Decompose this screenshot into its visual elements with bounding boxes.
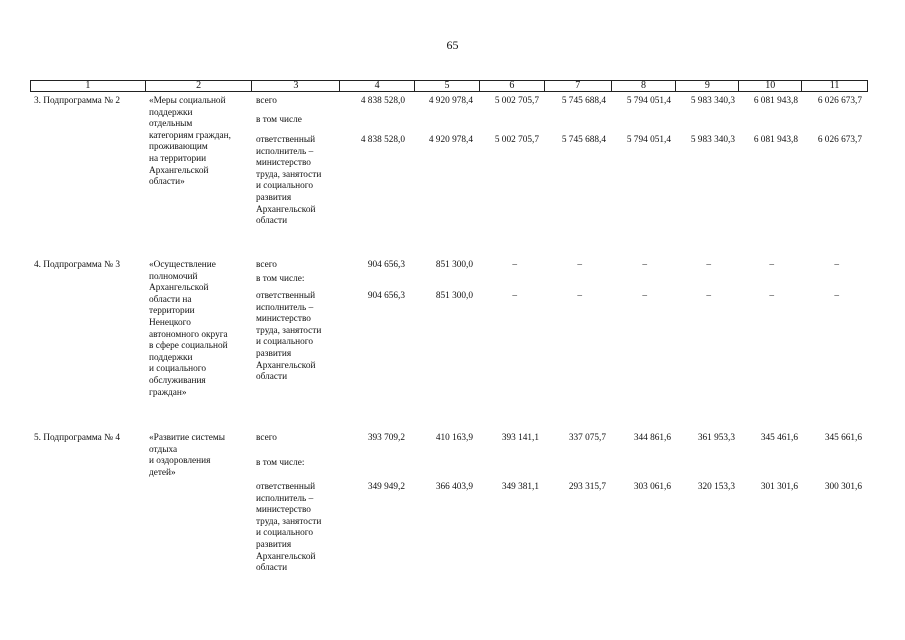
row-description: «Меры социальной поддержки отдельным категориям граждан, проживающим на территории Архангельской области»	[149, 96, 231, 188]
row-total-c10: –	[769, 260, 774, 270]
row-resp-c10: 301 301,6	[760, 482, 798, 492]
row-resp-c9: 320 153,3	[697, 482, 735, 492]
row-resp-c8: 5 794 051,4	[626, 135, 671, 145]
row-label-including: в том числе	[256, 115, 302, 125]
row-total-c8: 344 861,6	[633, 433, 671, 443]
row-total-c7: 5 745 688,4	[561, 96, 606, 106]
row-resp-c5: 4 920 978,4	[428, 135, 473, 145]
row-resp-c5: 366 403,9	[435, 482, 473, 492]
row-total-c8: 5 794 051,4	[626, 96, 671, 106]
row-total-c11: 345 661,6	[824, 433, 862, 443]
header-col-4: 4	[340, 81, 415, 91]
row-resp-c8: 303 061,6	[633, 482, 671, 492]
row-resp-c9: –	[706, 291, 711, 301]
row-resp-c8: –	[642, 291, 647, 301]
row-resp-c7: –	[577, 291, 582, 301]
row-resp-c10: –	[769, 291, 774, 301]
header-col-1: 1	[31, 81, 146, 91]
row-resp-c9: 5 983 340,3	[690, 135, 735, 145]
row-description: «Осуществление полномочий Архангельской области на территории Ненецкого автономного округа в сфере социальной поддержки и социального обслуживания граждан»	[149, 260, 228, 398]
row-resp-c4: 904 656,3	[367, 291, 405, 301]
row-resp-c6: 349 381,1	[501, 482, 539, 492]
row-resp-c10: 6 081 943,8	[753, 135, 798, 145]
row-total-c7: 337 075,7	[568, 433, 606, 443]
header-col-5: 5	[415, 81, 480, 91]
row-total-c7: –	[577, 260, 582, 270]
row-resp-c6: –	[512, 291, 517, 301]
row-total-c4: 393 709,2	[367, 433, 405, 443]
header-col-11: 11	[829, 80, 840, 91]
row-resp-c7: 5 745 688,4	[561, 135, 606, 145]
header-col-8: 8	[612, 81, 677, 91]
row-total-c6: 393 141,1	[501, 433, 539, 443]
row-total-c9: 5 983 340,3	[690, 96, 735, 106]
row-total-c6: 5 002 705,7	[494, 96, 539, 106]
row-label-total: всего	[256, 433, 277, 443]
row-total-c9: 361 953,3	[697, 433, 735, 443]
row-resp-c5: 851 300,0	[435, 291, 473, 301]
row-total-c5: 4 920 978,4	[428, 96, 473, 106]
row-total-c5: 851 300,0	[435, 260, 473, 270]
row-label-including: в том числе:	[256, 274, 305, 284]
row-total-c4: 904 656,3	[367, 260, 405, 270]
row-resp-c6: 5 002 705,7	[494, 135, 539, 145]
row-total-c8: –	[642, 260, 647, 270]
page-number: 65	[446, 38, 459, 52]
header-col-9: 9	[676, 81, 739, 91]
row-description: «Развитие системы отдыха и оздоровления детей»	[149, 433, 226, 478]
header-col-6: 6	[480, 81, 545, 91]
row-resp-c7: 293 315,7	[568, 482, 606, 492]
row-label-total: всего	[256, 260, 277, 270]
header-col-2: 2	[146, 81, 253, 91]
table-header	[30, 80, 868, 92]
row-label-responsible: ответственный исполнитель – министерство труда, занятости и социального развития Архангельской области	[256, 135, 322, 227]
header-col-3: 3	[252, 81, 340, 91]
row-label-including: в том числе:	[256, 458, 305, 468]
row-name: 4. Подпрограмма № 3	[34, 260, 120, 270]
row-total-c10: 345 461,6	[760, 433, 798, 443]
row-resp-c4: 349 949,2	[367, 482, 405, 492]
row-resp-c4: 4 838 528,0	[360, 135, 405, 145]
row-total-c9: –	[706, 260, 711, 270]
row-name: 3. Подпрограмма № 2	[34, 96, 120, 106]
row-label-responsible: ответственный исполнитель – министерство труда, занятости и социального развития Архангельской области	[256, 291, 322, 383]
row-total-c4: 4 838 528,0	[360, 96, 405, 106]
header-col-10: 10	[739, 81, 802, 91]
row-total-c11: 6 026 673,7	[817, 96, 862, 106]
row-resp-c11: 300 301,6	[824, 482, 862, 492]
row-resp-c11: 6 026 673,7	[817, 135, 862, 145]
row-label-total: всего	[256, 96, 277, 106]
header-col-7: 7	[545, 81, 612, 91]
row-total-c5: 410 163,9	[435, 433, 473, 443]
row-total-c6: –	[512, 260, 517, 270]
row-name: 5. Подпрограмма № 4	[34, 433, 120, 443]
row-resp-c11: –	[834, 291, 839, 301]
row-total-c11: –	[834, 260, 839, 270]
row-label-responsible: ответственный исполнитель – министерство труда, занятости и социального развития Архангельской области	[256, 482, 322, 574]
row-total-c10: 6 081 943,8	[753, 96, 798, 106]
